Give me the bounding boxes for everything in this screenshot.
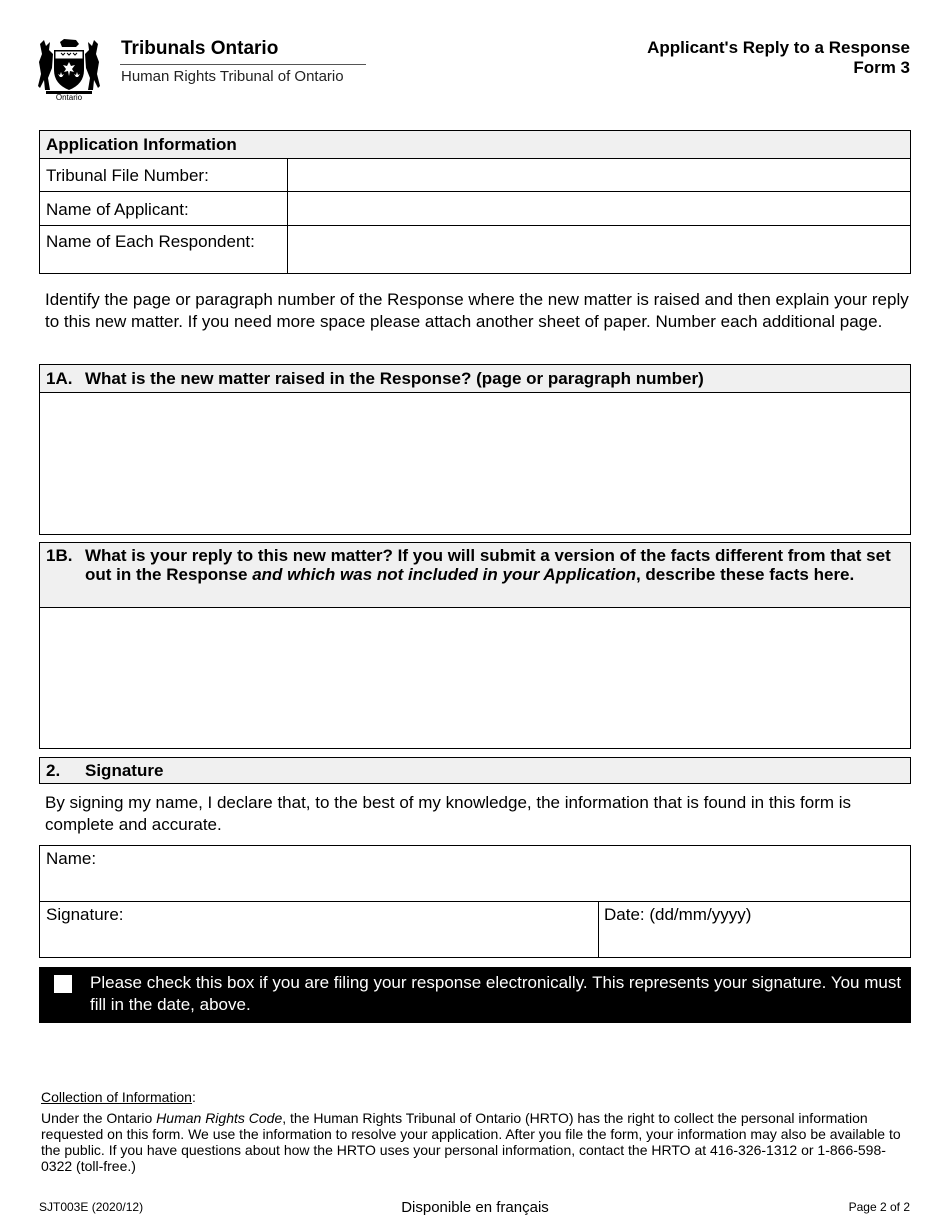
file-number-field[interactable]: [287, 158, 911, 192]
name-label: Name:: [46, 849, 97, 868]
respondents-label: Name of Each Respondent:: [46, 232, 255, 251]
name-field[interactable]: [39, 845, 911, 902]
section-2-number: 2.: [46, 761, 61, 780]
file-number-label: Tribunal File Number:: [46, 166, 209, 185]
section-1b-heading: [39, 542, 911, 608]
date-label: Date: (dd/mm/yyyy): [604, 905, 752, 924]
collection-title: Collection of Information: [41, 1089, 192, 1105]
applicant-label-cell: [39, 191, 288, 226]
section-1b-question-italic: and which was not included in your Application: [252, 565, 636, 584]
section-2-heading: [39, 757, 911, 784]
collection-title-suffix: :: [191, 1089, 196, 1105]
section-1a-heading: [39, 364, 911, 393]
efile-notice-text: Please check this box if you are filing your response electronically. This represents your signature. You must fill in the date, above.: [90, 973, 902, 1014]
section-1a-answer-field[interactable]: [39, 392, 911, 535]
collection-heading: [41, 1089, 196, 1105]
instructions-text: Identify the page or paragraph number of the Response where the new matter is raised and then explain your reply to this new matter. If you need more space please attach another sheet of paper. Number each additional page.: [45, 290, 909, 331]
section-1b-question-part1: What is your reply to this new matter? If you will submit a version of the facts different from that set out in the Response: [85, 546, 891, 584]
signature-label: Signature:: [46, 905, 124, 924]
respondents-field[interactable]: [287, 225, 911, 274]
signature-field[interactable]: [39, 901, 599, 958]
form-title-block: [647, 38, 910, 78]
logo-caption: Ontario: [55, 93, 83, 102]
form-number: Form 3: [853, 58, 910, 77]
respondents-label-cell: [39, 225, 288, 274]
section-2-title: Signature: [85, 761, 164, 780]
org-divider: [120, 64, 366, 65]
collection-body-italic: Human Rights Code: [156, 1110, 283, 1126]
section-1a-question: What is the new matter raised in the Response? (page or paragraph number): [85, 369, 704, 388]
efile-notice-bar: [39, 967, 911, 1023]
form-code: SJT003E (2020/12): [39, 1200, 144, 1214]
section-1b-number: 1B.: [46, 546, 73, 565]
file-number-label-cell: [39, 158, 288, 192]
org-name: Tribunals Ontario: [121, 38, 279, 59]
collection-body-part2: , the Human Rights Tribunal of Ontario (HRTO) has the right to collect the personal information requested on this form. We use the information to resolve your application. After you file the form, your information may also be available to the public. If you have questions about how the HRTO uses your personal information, contact the HRTO at 416-326-1312 or 1-866-598-0322 (toll-free.): [41, 1110, 901, 1174]
page-number: Page 2 of 2: [848, 1200, 910, 1214]
section-1b-question: [85, 546, 902, 584]
applicant-label: Name of Applicant:: [46, 200, 189, 219]
page-header: [0, 0, 950, 110]
collection-body-part1: Under the Ontario: [41, 1110, 157, 1126]
section-1b-answer-field[interactable]: [39, 607, 911, 749]
application-info-heading: [39, 130, 911, 159]
date-field[interactable]: [598, 901, 911, 958]
collection-body: [41, 1110, 916, 1174]
applicant-field[interactable]: [287, 191, 911, 226]
language-note: Disponible en français: [401, 1199, 549, 1216]
section-1b-question-part2: , describe these facts here.: [635, 565, 855, 584]
declaration-text: By signing my name, I declare that, to the best of my knowledge, the information that is found in this form is complete and accurate.: [45, 793, 852, 834]
section-1a-number: 1A.: [46, 369, 73, 388]
efile-checkbox[interactable]: [54, 975, 72, 993]
org-subtitle: Human Rights Tribunal of Ontario: [121, 68, 344, 85]
application-info-title: Application Information: [46, 135, 237, 154]
form-title: Applicant's Reply to a Response: [647, 38, 910, 57]
